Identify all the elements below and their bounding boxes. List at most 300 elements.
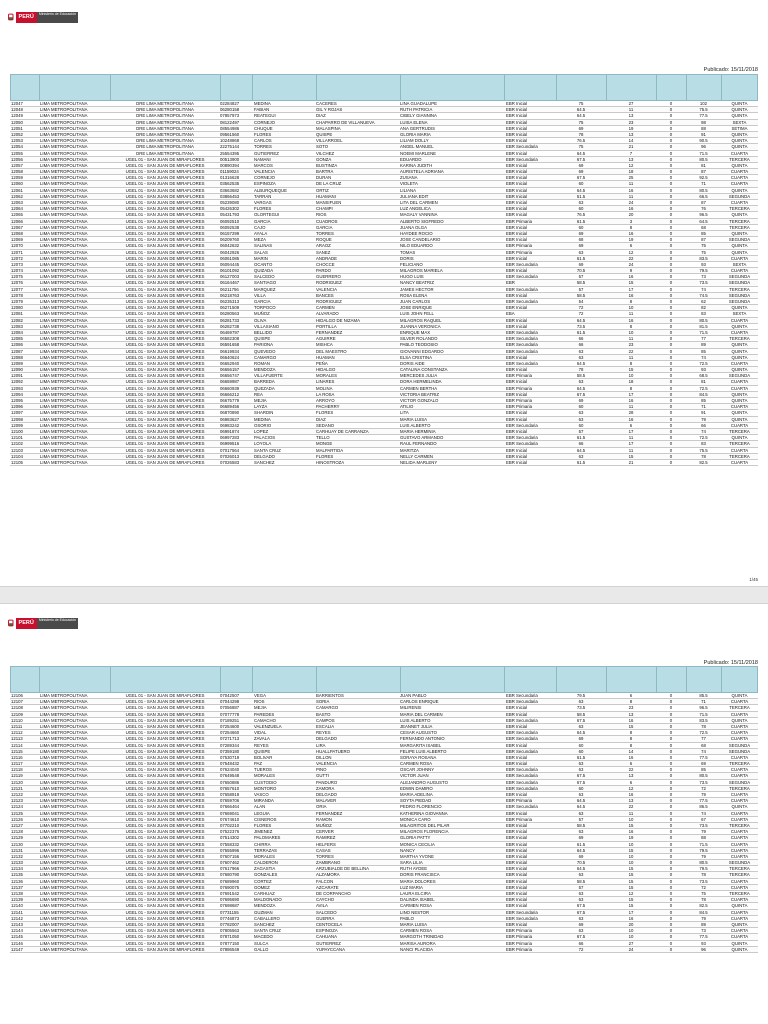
cell-puntaje-3: 0 xyxy=(669,773,673,779)
cell-apellido-paterno: ESPINOZA xyxy=(254,181,276,187)
cell-region: LIMA METROPOLITANA xyxy=(40,717,88,723)
cell-escala: TERCERA xyxy=(729,156,750,162)
cell-apellido-paterno: CORTEZ xyxy=(254,878,272,884)
cell-puntaje-1: 57 xyxy=(578,816,584,822)
cell-escala: QUINTA xyxy=(731,693,748,698)
cell-row-number: 12117 xyxy=(11,761,23,767)
cell-puntaje-total: 69 xyxy=(701,761,706,767)
cell-nombres: CARMEN ROSA xyxy=(400,903,432,909)
cell-region: LIMA METROPOLITANA xyxy=(40,360,88,366)
cell-ugel: UGEL 01 - SAN JUAN DE MIRAFLORES xyxy=(125,730,205,736)
cell-nivel: EBR Inicial xyxy=(506,416,528,422)
cell-nivel: EBR Primaria xyxy=(506,373,533,379)
cell-dni: 07695690 xyxy=(220,897,240,903)
cell-apellido-paterno: TARRAN xyxy=(254,193,272,199)
cell-dni: 07690075 xyxy=(220,884,240,890)
cell-escala: CUARTA xyxy=(730,736,749,742)
cell-row-number: 12141 xyxy=(11,909,23,915)
cell-apellido-paterno: QUEZADA xyxy=(254,385,275,391)
cell-nivel: EBR Inicial xyxy=(506,810,528,816)
cell-apellido-materno: DURAN xyxy=(316,175,332,181)
header-cell xyxy=(255,667,317,692)
cell-dni: 07624040 xyxy=(220,767,240,773)
cell-region: LIMA METROPOLITANA xyxy=(40,138,88,144)
cell-dni: 06660939 xyxy=(220,385,240,391)
cell-escala: TERCERA xyxy=(729,441,750,447)
cell-nombres: LILIAM DOLLY xyxy=(400,138,429,144)
cell-escala: CUARTA xyxy=(730,730,749,736)
cell-puntaje-3: 0 xyxy=(669,379,673,385)
cell-nombres: MARITZA xyxy=(400,447,419,453)
cell-dni: 07680790 xyxy=(220,872,240,878)
cell-dni: 06092510 xyxy=(220,218,240,224)
cell-puntaje-1: 64.5 xyxy=(576,866,586,872)
cell-nivel: EBR Inicial xyxy=(506,131,528,137)
cell-dni: 06280563 xyxy=(220,311,240,317)
cell-nivel: EBR Inicial xyxy=(506,921,528,927)
cell-row-number: 12087 xyxy=(11,348,23,354)
cell-row-number: 12132 xyxy=(11,853,23,859)
cell-puntaje-1: 60 xyxy=(578,422,584,428)
cell-apellido-materno: YUPAYCCANA xyxy=(316,946,345,952)
cell-dni: 06675779 xyxy=(220,398,240,403)
cell-nombres: JUANA OLGA xyxy=(400,224,427,230)
cell-dni: 07254600 xyxy=(220,723,240,729)
cell-nivel: EBR Primaria xyxy=(506,946,533,952)
cell-nivel: EBR Secundaria xyxy=(506,767,538,773)
cell-escala: TERCERA xyxy=(729,286,750,292)
cell-row-number: 12053 xyxy=(11,138,23,144)
cell-row-number: 12115 xyxy=(11,748,23,754)
cell-region: LIMA METROPOLITANA xyxy=(40,280,88,286)
cell-apellido-materno: BANCES xyxy=(316,292,334,298)
cell-puntaje-1: 60 xyxy=(578,742,584,748)
cell-region: LIMA METROPOLITANA xyxy=(40,422,88,428)
cell-puntaje-3: 0 xyxy=(669,187,673,193)
cell-row-number: 12110 xyxy=(11,717,23,723)
cell-puntaje-2: 15 xyxy=(628,872,634,878)
cell-apellido-materno: CAMARGO xyxy=(316,705,339,711)
cell-apellido-paterno: VEGA xyxy=(254,693,266,698)
cell-row-number: 12086 xyxy=(11,342,23,348)
cell-escala: CUARTA xyxy=(730,884,749,890)
cell-nivel: EBR Secundaria xyxy=(506,785,538,791)
cell-nombres: JUANNA VERONICA xyxy=(400,323,441,329)
cell-nivel: EBR Inicial xyxy=(506,162,528,168)
cell-puntaje-2: 12 xyxy=(628,891,634,896)
cell-dni: 06042926 xyxy=(220,249,240,255)
cell-puntaje-3: 0 xyxy=(669,835,673,841)
cell-puntaje-total: 73.5 xyxy=(699,280,708,286)
cell-region: LIMA METROPOLITANA xyxy=(40,224,88,230)
cell-dni: 07607462 xyxy=(220,860,240,866)
cell-apellido-materno: CERVER xyxy=(316,829,334,835)
cell-row-number: 12070 xyxy=(11,243,23,249)
document-page-2 xyxy=(0,604,768,1024)
cell-puntaje-total: 93 xyxy=(701,261,706,267)
cell-puntaje-total: 72.5 xyxy=(699,385,708,391)
cell-puntaje-3: 0 xyxy=(669,730,673,736)
cell-puntaje-3: 0 xyxy=(669,224,673,230)
cell-region: LIMA METROPOLITANA xyxy=(40,218,88,224)
cell-apellido-materno: GUERRA xyxy=(316,915,335,921)
cell-region: LIMA METROPOLITANA xyxy=(40,212,88,218)
cell-nivel: EBR Secundaria xyxy=(506,144,538,150)
cell-puntaje-2: 16 xyxy=(628,206,634,212)
cell-dni: 07669041 xyxy=(220,810,240,816)
cell-nivel: EBR Inicial xyxy=(506,255,528,261)
cell-row-number: 12062 xyxy=(11,193,23,199)
cell-apellido-paterno: SANTA CRUZ xyxy=(254,928,281,934)
cell-apellido-materno: DIAZ xyxy=(316,416,326,422)
cell-puntaje-total: 88 xyxy=(701,125,706,131)
cell-puntaje-3: 0 xyxy=(669,342,673,348)
cell-escala: CUARTA xyxy=(730,385,749,391)
cell-escala: CUARTA xyxy=(730,792,749,797)
cell-region: LIMA METROPOLITANA xyxy=(40,748,88,754)
cell-nivel: EBR xyxy=(506,280,515,286)
cell-dni: 06983242 xyxy=(220,422,240,428)
cell-puntaje-3: 0 xyxy=(669,404,673,410)
header-cell xyxy=(607,75,657,100)
cell-puntaje-2: 16 xyxy=(628,717,634,723)
cell-row-number: 12126 xyxy=(11,816,23,822)
cell-dni: 05426302 xyxy=(220,206,240,212)
cell-puntaje-3: 0 xyxy=(669,336,673,342)
cell-puntaje-2: 11 xyxy=(628,181,634,187)
cell-dni: 06999516 xyxy=(220,441,240,447)
cell-puntaje-2: 10 xyxy=(628,305,634,311)
cell-puntaje-3: 0 xyxy=(669,816,673,822)
cell-apellido-paterno: CORNEJO xyxy=(254,119,276,125)
cell-nombres: MARIA LUISA xyxy=(400,416,427,422)
cell-region: LIMA METROPOLITANA xyxy=(40,261,88,267)
cell-apellido-materno: DEL MAESTRO xyxy=(316,348,347,354)
cell-nombres: GUSTAVO ARMANDO xyxy=(400,435,444,441)
cell-apellido-paterno: PAREDES xyxy=(254,711,275,717)
cell-nivel: EBR Inicial xyxy=(506,897,528,903)
cell-puntaje-1: 69 xyxy=(578,921,584,927)
cell-puntaje-total: 96 xyxy=(701,946,706,952)
cell-row-number: 12093 xyxy=(11,385,23,391)
cell-nombres: RUTH PATRICIA xyxy=(400,107,433,113)
cell-escala: SEGUNDA xyxy=(728,280,751,286)
cell-dni: 06983627 xyxy=(220,416,240,422)
cell-puntaje-2: 16 xyxy=(628,187,634,193)
cell-escala: CUARTA xyxy=(730,711,749,717)
cell-escala: SETIMA xyxy=(731,125,748,131)
cell-puntaje-2: 16 xyxy=(628,416,634,422)
cell-escala: CUARTA xyxy=(730,317,749,323)
cell-region: LIMA METROPOLITANA xyxy=(40,286,88,292)
cell-escala: CUARTA xyxy=(730,829,749,835)
cell-escala: CUARTA xyxy=(730,447,749,453)
cell-apellido-materno: GARCIA xyxy=(316,224,333,230)
cell-apellido-materno: SEDANO xyxy=(316,422,335,428)
cell-puntaje-2: 20 xyxy=(628,212,634,218)
cell-apellido-paterno: ALBURQUEQUE xyxy=(254,187,287,193)
cell-ugel: UGEL 01 - SAN JUAN DE MIRAFLORES xyxy=(125,748,205,754)
cell-apellido-paterno: MONTORO xyxy=(254,785,277,791)
cell-puntaje-1: 60 xyxy=(578,206,584,212)
cell-apellido-paterno: CAJO xyxy=(254,224,266,230)
cell-nombres: LINA GUADALUPE xyxy=(400,101,438,106)
cell-puntaje-3: 0 xyxy=(669,447,673,453)
cell-apellido-materno: AVILA xyxy=(316,903,328,909)
cell-ugel: UGEL 01 - SAN JUAN DE MIRAFLORES xyxy=(125,354,205,360)
cell-puntaje-total: 72 xyxy=(701,785,706,791)
cell-region: LIMA METROPOLITANA xyxy=(40,816,88,822)
cell-puntaje-total: 74 xyxy=(701,354,706,360)
cell-puntaje-1: 63 xyxy=(578,200,584,205)
cell-escala: SEXTA xyxy=(732,261,747,267)
cell-apellido-materno: TORRES xyxy=(316,230,334,236)
cell-dni: 07189251 xyxy=(220,717,240,723)
cell-apellido-paterno: ROMAN xyxy=(254,360,270,366)
cell-region: LIMA METROPOLITANA xyxy=(40,915,88,921)
cell-nivel: EBR Secundaria xyxy=(506,717,538,723)
cell-puntaje-1: 58.5 xyxy=(576,822,586,828)
cell-puntaje-1: 64.5 xyxy=(576,107,586,113)
cell-puntaje-total: 82.5 xyxy=(699,459,708,465)
cell-region: LIMA METROPOLITANA xyxy=(40,792,88,797)
cell-nombres: ENRIQUE MAX xyxy=(400,329,431,335)
cell-row-number: 12078 xyxy=(11,292,23,298)
cell-nivel: EBR Inicial xyxy=(506,212,528,218)
cell-apellido-paterno: SHARDIN xyxy=(254,410,274,416)
cell-dni: 07026583 xyxy=(220,459,240,465)
cell-region: LIMA METROPOLITANA xyxy=(40,131,88,137)
cell-dni: 00513900 xyxy=(220,156,240,162)
header-cell xyxy=(401,667,505,692)
cell-apellido-materno: CARHUAY DE CARRANZA xyxy=(316,428,369,434)
cell-apellido-paterno: BELLIDO xyxy=(254,329,273,335)
cell-apellido-materno: ALZAMORA xyxy=(316,872,340,878)
cell-nombres: FELIPE LUIS ALBERTO xyxy=(400,748,447,754)
cell-nivel: EBR Inicial xyxy=(506,367,528,373)
cell-puntaje-3: 0 xyxy=(669,181,673,187)
cell-row-number: 12145 xyxy=(11,934,23,940)
cell-ugel: UGEL 01 - SAN JUAN DE MIRAFLORES xyxy=(125,156,205,162)
cell-escala: CUARTA xyxy=(730,181,749,187)
cell-puntaje-1: 69 xyxy=(578,162,584,168)
cell-apellido-paterno: FLORES xyxy=(254,822,272,828)
cell-apellido-materno: ARROYO xyxy=(316,398,335,403)
cell-ugel: UGEL 01 - SAN JUAN DE MIRAFLORES xyxy=(125,872,205,878)
cell-apellido-materno: LIRA xyxy=(316,742,326,748)
cell-row-number: 12048 xyxy=(11,107,23,113)
cell-puntaje-1: 67.5 xyxy=(576,391,586,397)
cell-puntaje-total: 66 xyxy=(701,422,706,428)
cell-puntaje-3: 0 xyxy=(669,119,673,125)
cell-puntaje-3: 0 xyxy=(669,435,673,441)
cell-puntaje-total: 85 xyxy=(701,767,706,773)
cell-puntaje-3: 0 xyxy=(669,872,673,878)
cell-apellido-materno: AGUIRRE xyxy=(316,336,336,342)
table-header xyxy=(10,666,758,693)
cell-nombres: ROSA ELENA xyxy=(400,292,428,298)
cell-nombres: SARA LILIA xyxy=(400,860,423,866)
cell-nombres: JOSE CANDELARIO xyxy=(400,237,441,243)
cell-nombres: JEANNET JULIA xyxy=(400,723,433,729)
cell-puntaje-3: 0 xyxy=(669,866,673,872)
cell-puntaje-total: 81 xyxy=(701,162,706,168)
cell-puntaje-3: 0 xyxy=(669,891,673,896)
cell-region: LIMA METROPOLITANA xyxy=(40,730,88,736)
cell-puntaje-3: 0 xyxy=(669,292,673,298)
cell-dni: 06157299 xyxy=(220,230,240,236)
cell-puntaje-total: 91 xyxy=(701,410,706,416)
cell-dni: 06092538 xyxy=(220,224,240,230)
header-cell xyxy=(687,667,722,692)
cell-puntaje-3: 0 xyxy=(669,422,673,428)
cell-row-number: 12098 xyxy=(11,416,23,422)
cell-ugel: UGEL 01 - SAN JUAN DE MIRAFLORES xyxy=(125,878,205,884)
cell-escala: QUINTA xyxy=(731,940,748,946)
cell-puntaje-2: 9 xyxy=(629,268,633,274)
cell-puntaje-1: 61.5 xyxy=(576,459,586,465)
cell-nombres: ZUSANA xyxy=(400,175,418,181)
cell-nivel: EBR Secundaria xyxy=(506,329,538,335)
cell-escala: CUARTA xyxy=(730,379,749,385)
cell-puntaje-1: 54 xyxy=(578,299,584,304)
cell-apellido-paterno: MACEDO xyxy=(254,934,273,940)
cell-nivel: EBR Secundaria xyxy=(506,909,538,915)
cell-nivel: EBR Primaria xyxy=(506,940,533,946)
cell-ugel: UGEL 01 - SAN JUAN DE MIRAFLORES xyxy=(125,230,205,236)
cell-puntaje-total: 79 xyxy=(701,792,706,797)
cell-escala: CUARTA xyxy=(730,169,749,175)
cell-nombres: PABLO TEODOSIO xyxy=(400,342,438,348)
cell-puntaje-1: 79.5 xyxy=(576,693,586,698)
cell-dni: 06619934 xyxy=(220,348,240,354)
cell-puntaje-total: 81.5 xyxy=(699,323,708,329)
cell-nombres: LUISA ELENA xyxy=(400,119,428,125)
cell-nivel: EBR Inicial xyxy=(506,193,528,199)
cell-region: LIMA METROPOLITANA xyxy=(40,847,88,853)
cell-apellido-materno: HIDALGO DE NIZAMA xyxy=(316,317,360,323)
cell-puntaje-2: 11 xyxy=(628,336,634,342)
cell-puntaje-total: 85 xyxy=(701,230,706,236)
cell-puntaje-1: 72 xyxy=(578,946,584,952)
cell-escala: CUARTA xyxy=(730,810,749,816)
cell-ugel: UGEL 01 - SAN JUAN DE MIRAFLORES xyxy=(125,792,205,797)
cell-escala: QUINTA xyxy=(731,416,748,422)
cell-puntaje-3: 0 xyxy=(669,348,673,354)
cell-ugel: UGEL 01 - SAN JUAN DE MIRAFLORES xyxy=(125,237,205,243)
cell-nombres: DORIS FRANCISCA xyxy=(400,872,440,878)
cell-puntaje-2: 15 xyxy=(628,453,634,459)
cell-dni: 07650886 xyxy=(220,779,240,785)
cell-puntaje-total: 79.5 xyxy=(699,847,708,853)
cell-ugel: UGEL 01 - SAN JUAN DE MIRAFLORES xyxy=(125,428,205,434)
cell-region: LIMA METROPOLITANA xyxy=(40,798,88,804)
cell-dni: 07077778 xyxy=(220,711,240,717)
cell-region: LIMA METROPOLITANA xyxy=(40,810,88,816)
cell-puntaje-2: 13 xyxy=(628,131,634,137)
cell-nivel: EBR Secundaria xyxy=(506,156,538,162)
cell-puntaje-total: 79 xyxy=(701,853,706,859)
cell-puntaje-1: 63 xyxy=(578,410,584,416)
cell-region: LIMA METROPOLITANA xyxy=(40,761,88,767)
cell-region: LIMA METROPOLITANA xyxy=(40,928,88,934)
cell-escala: QUINTA xyxy=(731,354,748,360)
cell-region: LIMA METROPOLITANA xyxy=(40,779,88,785)
cell-apellido-paterno: SANCHEZ xyxy=(254,459,275,465)
cell-escala: SEGUNDA xyxy=(728,193,751,199)
cell-nombres: JUAN CARLOS xyxy=(400,299,431,304)
cell-nombres: VICTOR GONZALO xyxy=(400,398,439,403)
cell-puntaje-total: 93 xyxy=(701,367,706,373)
cell-puntaje-1: 69 xyxy=(578,243,584,249)
cell-row-number: 12142 xyxy=(11,915,23,921)
cell-nombres: MARIA HERMINIA xyxy=(400,428,436,434)
cell-ugel: UGEL 01 - SAN JUAN DE MIRAFLORES xyxy=(125,268,205,274)
cell-escala: TERCERA xyxy=(729,453,750,459)
cell-puntaje-total: 89 xyxy=(701,921,706,927)
cell-puntaje-total: 68 xyxy=(701,742,706,748)
cell-apellido-materno: FALCON xyxy=(316,878,334,884)
cell-region: LIMA METROPOLITANA xyxy=(40,441,88,447)
cell-escala: SEGUNDA xyxy=(728,299,751,304)
cell-dni: 07359180 xyxy=(220,748,240,754)
published-date: Publicado: 15/11/2018 xyxy=(703,660,758,666)
cell-puntaje-total: 81 xyxy=(701,379,706,385)
cell-nivel: EBR Secundaria xyxy=(506,348,538,354)
cell-puntaje-1: 63 xyxy=(578,891,584,896)
cell-escala: CUARTA xyxy=(730,255,749,261)
cell-apellido-materno: MORALES xyxy=(316,373,338,379)
cell-region: LIMA METROPOLITANA xyxy=(40,101,88,106)
cell-nivel: EBR Inicial xyxy=(506,428,528,434)
cell-puntaje-total: 80.5 xyxy=(699,773,708,779)
cell-puntaje-1: 67.5 xyxy=(576,934,586,940)
cell-puntaje-total: 90.5 xyxy=(699,138,708,144)
cell-region: LIMA METROPOLITANA xyxy=(40,723,88,729)
cell-nivel: EBR Primaria xyxy=(506,249,533,255)
cell-puntaje-2: 3 xyxy=(629,218,633,224)
cell-apellido-paterno: GUTIERREZ xyxy=(254,150,279,156)
cell-region: LIMA METROPOLITANA xyxy=(40,169,88,175)
cell-nombres: PABLO xyxy=(400,915,415,921)
cell-puntaje-1: 73.5 xyxy=(576,705,586,711)
cell-region: LIMA METROPOLITANA xyxy=(40,268,88,274)
cell-dni: 06101092 xyxy=(220,268,240,274)
cell-apellido-paterno: CHUQUE xyxy=(254,125,273,131)
cell-nivel: EBR Inicial xyxy=(506,723,528,729)
cell-region: LIMA METROPOLITANA xyxy=(40,311,88,317)
cell-puntaje-total: 87 xyxy=(701,200,706,205)
cell-apellido-paterno: VARGAS xyxy=(254,200,272,205)
cell-escala: QUINTA xyxy=(731,398,748,403)
cell-puntaje-2: 15 xyxy=(628,884,634,890)
cell-apellido-paterno: QUEVEDO xyxy=(254,348,276,354)
cell-region: LIMA METROPOLITANA xyxy=(40,113,88,119)
cell-dni: 22275144 xyxy=(220,144,240,150)
cell-puntaje-1: 61.5 xyxy=(576,255,586,261)
cell-puntaje-3: 0 xyxy=(669,459,673,465)
cell-nivel: EBR Inicial xyxy=(506,200,528,205)
cell-dni: 01316628 xyxy=(220,175,240,181)
cell-puntaje-total: 98 xyxy=(701,119,706,125)
cell-puntaje-1: 63 xyxy=(578,761,584,767)
cell-ugel: UGEL 01 - SAN JUAN DE MIRAFLORES xyxy=(125,835,205,841)
cell-nombres: MARTHA YVONE xyxy=(400,853,434,859)
cell-apellido-paterno: GALLO xyxy=(254,946,269,952)
cell-ugel: DRE LIMA METROPOLITANA xyxy=(136,150,194,156)
cell-nombres: SOYTA PIEDAD xyxy=(400,798,432,804)
cell-puntaje-1: 58.5 xyxy=(576,373,586,379)
